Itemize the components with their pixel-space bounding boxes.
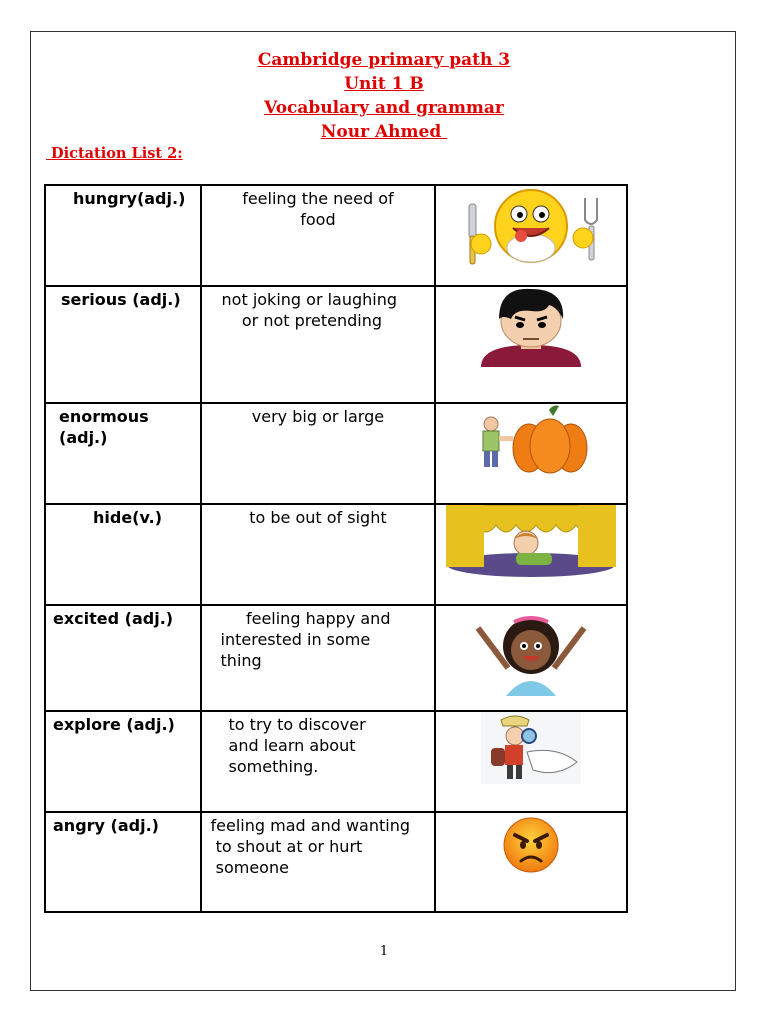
vocab-definition: to try to discover and learn about something. <box>228 715 366 776</box>
definition-cell <box>201 812 436 912</box>
vocab-definition: to be out of sight <box>249 508 387 527</box>
vocab-definition: feeling mad and wanting to shout at or hurt someone <box>210 816 410 877</box>
author-name: Nour Ahmed <box>320 122 448 142</box>
vocabulary-table <box>44 184 628 913</box>
vocab-word: enormous (adj.) <box>59 407 149 447</box>
title-line-3: Vocabulary and grammar <box>264 98 504 118</box>
word-cell <box>45 605 201 711</box>
vocab-definition: not joking or laughing or not pretending <box>221 290 398 330</box>
definition-cell <box>201 403 436 504</box>
page-number: 1 <box>379 944 389 959</box>
table-row <box>45 812 627 912</box>
picture-cell <box>435 403 627 504</box>
serious-boy-icon <box>436 287 626 367</box>
word-cell <box>45 185 201 286</box>
angry-emoji-icon <box>436 813 626 877</box>
explorer-icon <box>436 712 626 784</box>
word-cell <box>45 711 201 812</box>
picture-cell <box>435 812 627 912</box>
hungry-emoji-icon <box>436 186 626 272</box>
picture-cell <box>435 504 627 605</box>
table-row <box>45 185 627 286</box>
vocab-word: angry (adj.) <box>53 816 159 835</box>
word-cell <box>45 403 201 504</box>
title-line-1: Cambridge primary path 3 <box>257 50 511 70</box>
word-cell <box>45 812 201 912</box>
word-cell <box>45 286 201 403</box>
definition-cell <box>201 605 436 711</box>
picture-cell <box>435 185 627 286</box>
table-row <box>45 403 627 504</box>
excited-girl-icon <box>436 606 626 696</box>
vocab-word: excited (adj.) <box>53 609 174 628</box>
title-line-2: Unit 1 B <box>344 74 424 94</box>
table-row <box>45 286 627 403</box>
vocab-word: serious (adj.) <box>61 290 181 309</box>
picture-cell <box>435 605 627 711</box>
word-cell <box>45 504 201 605</box>
giant-pumpkin-icon <box>436 404 626 476</box>
table-row <box>45 504 627 605</box>
vocab-word: hide(v.) <box>93 508 163 527</box>
vocab-definition: very big or large <box>251 407 385 426</box>
definition-cell <box>201 504 436 605</box>
picture-cell <box>435 711 627 812</box>
vocab-word: explore (adj.) <box>53 715 175 734</box>
vocab-definition: feeling happy and interested in some thing <box>220 609 391 670</box>
table-row <box>45 711 627 812</box>
definition-cell <box>201 185 436 286</box>
table-row <box>45 605 627 711</box>
dictation-label: Dictation List 2: <box>46 145 183 162</box>
vocab-word: hungry(adj.) <box>73 189 186 208</box>
vocab-definition: feeling the need of food <box>242 189 394 229</box>
definition-cell <box>201 711 436 812</box>
picture-cell <box>435 286 627 403</box>
definition-cell <box>201 286 436 403</box>
hiding-child-icon <box>436 505 626 577</box>
document-header <box>0 48 768 144</box>
